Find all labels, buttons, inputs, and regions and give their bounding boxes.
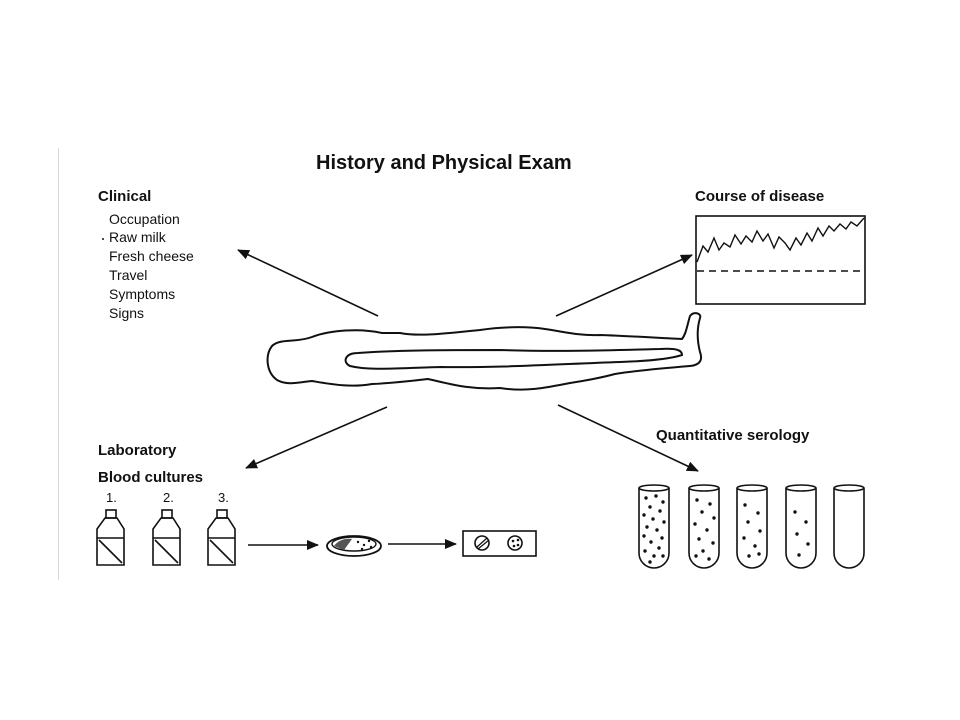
arrow-to-serology xyxy=(558,405,698,471)
course-chart-frame xyxy=(696,216,865,304)
culture-bottle-3 xyxy=(208,510,235,565)
clinical-item-signs: Signs xyxy=(109,305,145,321)
culture-bottle-2 xyxy=(153,510,180,565)
arrow-to-laboratory xyxy=(246,407,387,468)
bottle-label-3: 3. xyxy=(218,490,229,505)
arrow-to-clinical xyxy=(238,250,378,316)
blood-cultures-heading: Blood cultures xyxy=(98,469,204,486)
clinical-item-occupation: Occupation xyxy=(109,211,180,227)
clinical-item-fresh-cheese: Fresh cheese xyxy=(109,248,194,264)
clinical-item-travel: Travel xyxy=(109,267,148,283)
clinical-item-symptoms: Symptoms xyxy=(109,286,176,302)
bottle-label-2: 2. xyxy=(163,490,174,505)
clinical-item-raw-milk: Raw milk xyxy=(109,229,166,245)
serology-heading: Quantitative serology xyxy=(656,427,810,444)
arrow-to-course xyxy=(556,255,692,316)
serology-tube-4 xyxy=(786,485,816,568)
microscope-slide xyxy=(463,531,536,556)
patient-body-outline xyxy=(268,313,702,390)
serology-tube-2 xyxy=(689,485,719,568)
culture-bottle-1 xyxy=(97,510,124,565)
laboratory-heading: Laboratory xyxy=(98,442,177,459)
serology-particles xyxy=(642,494,809,563)
course-heading: Course of disease xyxy=(695,188,825,205)
patient-arm-outline xyxy=(346,349,682,369)
clinical-heading: Clinical xyxy=(98,188,152,205)
culture-plate xyxy=(327,536,381,556)
serology-tube-3 xyxy=(737,485,767,568)
diagram-title: History and Physical Exam xyxy=(316,152,572,174)
serology-tube-5 xyxy=(834,485,864,568)
bullet-dot xyxy=(102,238,104,240)
bottle-label-1: 1. xyxy=(106,490,117,505)
